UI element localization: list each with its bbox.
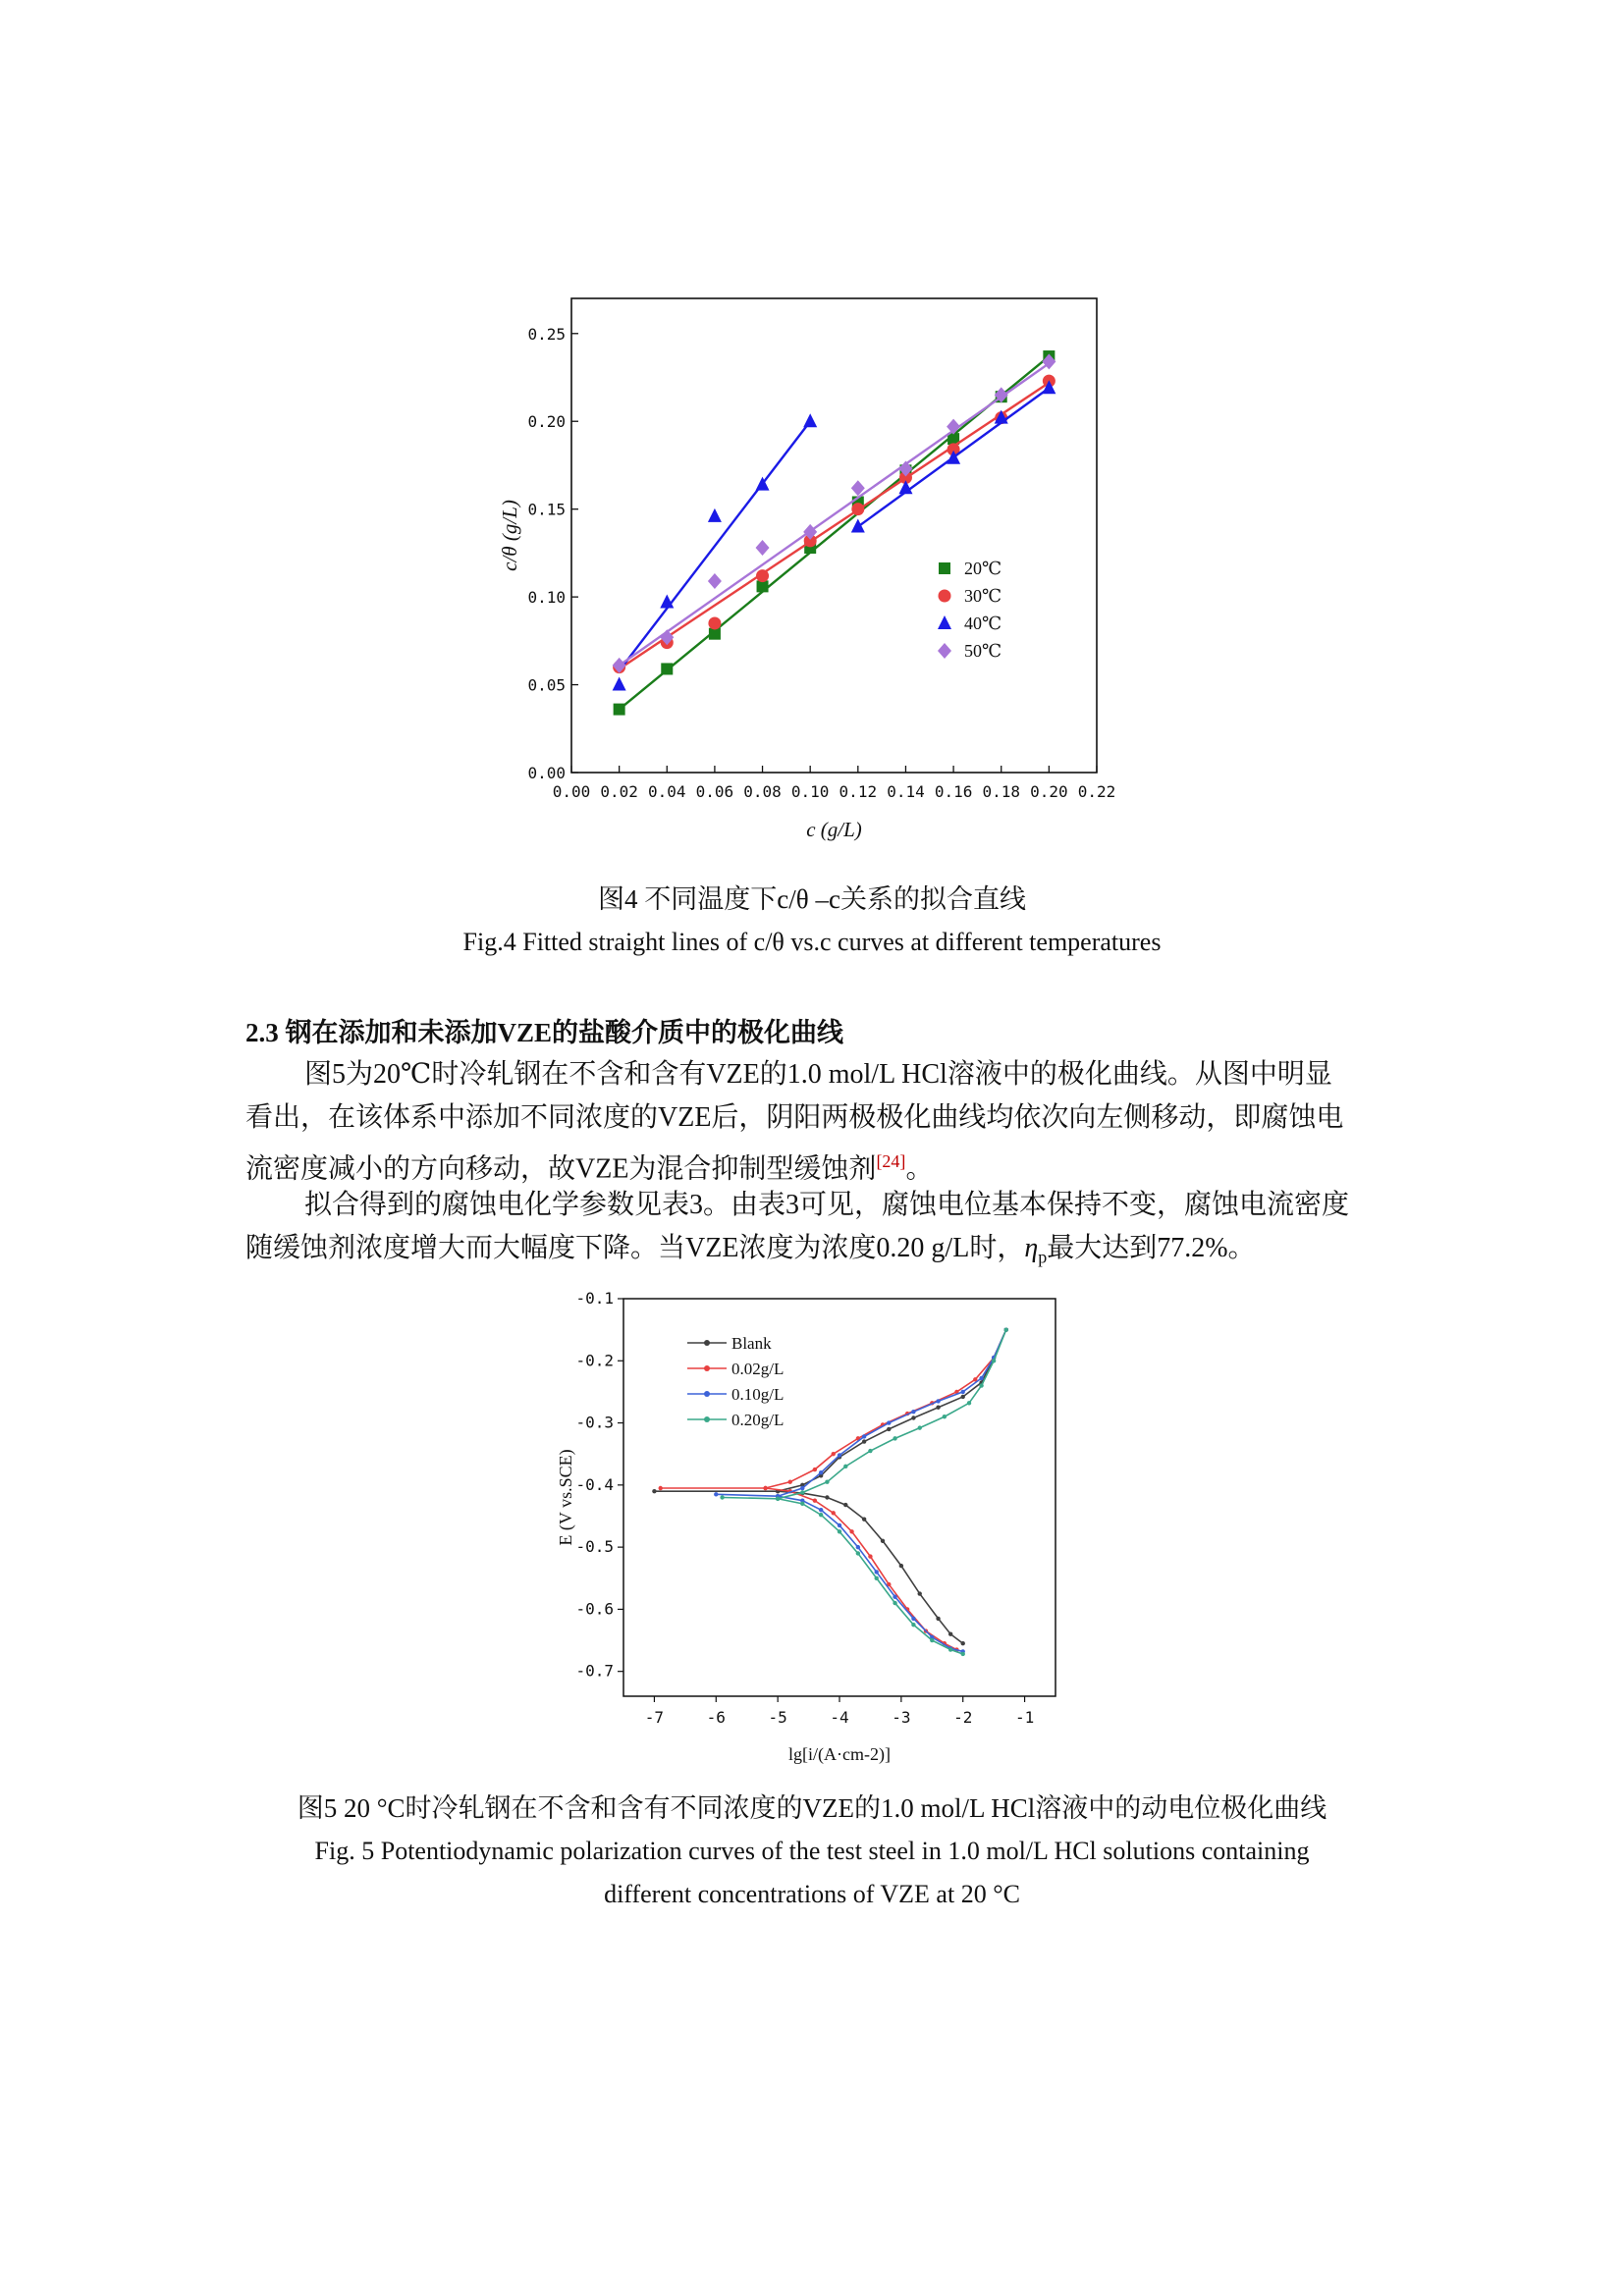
curve-point [930, 1638, 934, 1642]
curve-point [881, 1539, 885, 1543]
curve-point [875, 1570, 879, 1574]
curve-point [819, 1508, 823, 1512]
data-point [756, 540, 770, 556]
curve-point [911, 1410, 915, 1414]
paragraph-2-line-2: 随缓蚀剂浓度增大而大幅度下降。当VZE浓度为浓度0.20 g/L时，$\eta_p$最大达到77.2%。 [245, 1233, 1256, 1267]
x-tick-label: 0.06 [695, 782, 734, 801]
curve-point [832, 1452, 836, 1456]
x-tick-label: 0.10 [790, 782, 830, 801]
data-point [756, 569, 769, 582]
curve-point [800, 1502, 804, 1506]
curve-point [838, 1523, 841, 1527]
y-tick-label: -0.7 [575, 1661, 614, 1681]
legend-label: 50℃ [964, 641, 1002, 661]
curve-point [911, 1623, 915, 1627]
x-tick-label: -4 [830, 1708, 849, 1727]
curve-point [961, 1641, 965, 1645]
curve-point [800, 1490, 804, 1494]
x-axis-label: c (g/L) [806, 818, 862, 841]
paragraph-1-line-1: 图5为20℃时冷轧钢在不含和含有VZE的1.0 mol/L HCl溶液中的极化曲线。从图中明显 [304, 1059, 1332, 1090]
series-1 [659, 1327, 1008, 1651]
y-axis-label: c/θ (g/L) [498, 500, 521, 571]
legend-marker [704, 1416, 710, 1422]
paragraph-2 [245, 1184, 1389, 1279]
data-point [851, 519, 865, 533]
curve-point [943, 1415, 947, 1418]
curve-point [979, 1376, 983, 1380]
curve-point [849, 1529, 853, 1533]
x-tick-label: 0.12 [839, 782, 878, 801]
curve-point [961, 1395, 965, 1399]
legend-label: 0.10g/L [731, 1385, 785, 1404]
curve-point [967, 1401, 971, 1405]
x-tick-label: -6 [706, 1708, 726, 1727]
cathodic-branch [716, 1494, 962, 1651]
x-tick-label: -5 [768, 1708, 787, 1727]
y-tick-label: 0.10 [527, 588, 566, 608]
curve-point [893, 1436, 896, 1440]
curve-point [862, 1439, 866, 1443]
curve-point [856, 1551, 860, 1555]
curve-point [813, 1468, 817, 1471]
y-tick-label: -0.2 [575, 1351, 614, 1370]
y-tick-label: 0.05 [527, 675, 566, 695]
legend-marker [938, 615, 951, 629]
y-tick-label: -0.6 [575, 1599, 614, 1619]
curve-point [918, 1425, 922, 1429]
y-axis-label: E (V vs.SCE) [556, 1449, 575, 1546]
x-tick-label: 0.00 [552, 782, 591, 801]
legend-marker [938, 643, 951, 659]
curve-point [868, 1449, 872, 1453]
paragraph-2-line-1: 拟合得到的腐蚀电化学参数见表3。由表3可见，腐蚀电位基本保持不变，腐蚀电流密度 [304, 1190, 1350, 1220]
legend-marker [939, 562, 950, 574]
y-tick-label: -0.4 [575, 1474, 614, 1494]
figure-5-caption-en-line-2: different concentrations of VZE at 20 °C [604, 1880, 1020, 1908]
data-point [708, 616, 721, 629]
curve-point [911, 1415, 915, 1419]
curve-point [961, 1390, 965, 1394]
anodic-branch [778, 1330, 1006, 1492]
curve-point [948, 1632, 952, 1636]
curve-point [825, 1495, 829, 1499]
curve-point [1004, 1327, 1008, 1331]
curve-point [800, 1486, 804, 1490]
curve-point [819, 1470, 823, 1474]
figure-5-caption-en-line-1: Fig. 5 Potentiodynamic polarization curves of the test steel in 1.0 mol/L HCl solutions containing [314, 1837, 1310, 1865]
curve-point [714, 1492, 718, 1496]
curve-point [838, 1453, 841, 1457]
legend-label: 0.02g/L [731, 1360, 785, 1378]
curve-point [788, 1479, 792, 1483]
data-point [709, 628, 721, 640]
curve-point [763, 1486, 767, 1490]
y-tick-label: 0.15 [527, 500, 566, 519]
curve-point [825, 1479, 829, 1483]
curve-point [838, 1529, 841, 1533]
curve-point [936, 1406, 940, 1410]
curve-point [819, 1513, 823, 1517]
y-tick-label: -0.3 [575, 1413, 614, 1432]
curve-point [893, 1595, 896, 1599]
y-tick-label: -0.5 [575, 1537, 614, 1557]
anodic-branch [766, 1330, 1006, 1488]
curve-point [918, 1591, 922, 1595]
curve-point [875, 1576, 879, 1580]
x-tick-label: 0.22 [1077, 782, 1116, 801]
curve-point [948, 1647, 952, 1651]
figure-4-chart [481, 285, 1149, 864]
x-tick-label: 0.14 [887, 782, 925, 801]
x-tick-label: 0.02 [600, 782, 638, 801]
x-tick-label: -7 [644, 1708, 665, 1727]
figure-4-caption-en: Fig.4 Fitted straight lines of c/θ vs.c curves at different temperatures [462, 928, 1162, 956]
legend-marker [939, 590, 951, 603]
curve-point [961, 1652, 965, 1656]
data-point [803, 413, 817, 427]
curve-point [813, 1498, 817, 1502]
data-point [661, 663, 673, 674]
legend-marker [704, 1391, 710, 1397]
data-point [613, 677, 626, 691]
data-point [851, 503, 864, 515]
curve-point [936, 1617, 940, 1621]
data-point [708, 573, 722, 589]
x-tick-label: 0.08 [743, 782, 782, 801]
curve-point [720, 1495, 724, 1499]
data-point [614, 704, 625, 716]
section-heading: 2.3 钢在添加和未添加VZE的盐酸介质中的极化曲线 [245, 1018, 844, 1047]
curve-point [659, 1486, 663, 1490]
plot-frame [623, 1299, 1056, 1696]
legend-label: 30℃ [964, 586, 1002, 606]
series-0 [652, 1327, 1008, 1645]
y-tick-label: 0.00 [527, 764, 566, 782]
curve-point [862, 1434, 866, 1438]
curve-point [899, 1564, 903, 1568]
figure-4-caption-cn: 图4 不同温度下c/θ –c关系的拟合直线 [598, 884, 1026, 914]
curve-point [652, 1489, 656, 1493]
x-tick-label: -2 [953, 1708, 973, 1727]
paragraph-1 [245, 1053, 1389, 1191]
y-tick-label: 0.25 [527, 324, 566, 344]
x-tick-label: 0.20 [1030, 782, 1068, 801]
curve-point [832, 1511, 836, 1515]
paragraph-1-line-3: 流密度减小的方向移动，故VZE为混合抑制型缓蚀剂[24]。 [245, 1151, 934, 1185]
curve-point [887, 1420, 891, 1424]
y-tick-label: -0.1 [575, 1289, 614, 1308]
curve-point [992, 1359, 996, 1362]
citation-24[interactable]: [24] [876, 1151, 906, 1171]
curve-point [911, 1617, 915, 1621]
curve-point [862, 1517, 866, 1521]
curve-point [979, 1383, 983, 1387]
curve-point [887, 1427, 891, 1431]
anodic-branch [778, 1330, 1006, 1499]
curve-point [856, 1545, 860, 1549]
legend-marker [704, 1340, 710, 1346]
paragraph-1-line-2: 看出，在该体系中添加不同浓度的VZE后，阴阳两极极化曲线均依次向左侧移动，即腐蚀电 [245, 1102, 1344, 1133]
x-axis-label: lg[i/(A·cm-2)] [788, 1744, 891, 1764]
legend-label: 0.20g/L [731, 1411, 785, 1429]
curve-point [936, 1399, 940, 1403]
figure-5-chart [550, 1281, 1100, 1772]
data-point [708, 508, 722, 522]
legend-label: Blank [731, 1334, 772, 1353]
legend-marker [704, 1365, 710, 1371]
y-tick-label: 0.20 [527, 412, 566, 432]
x-tick-label: 0.18 [982, 782, 1020, 801]
figure-5-caption-cn: 图5 20 °C时冷轧钢在不含和含有不同浓度的VZE的1.0 mol/L HCl溶液中的动电位极化曲线 [297, 1793, 1327, 1823]
legend-label: 20℃ [964, 559, 1002, 578]
curve-point [893, 1601, 896, 1605]
curve-point [843, 1503, 847, 1507]
x-tick-label: 0.16 [934, 782, 973, 801]
curve-point [776, 1497, 780, 1501]
x-tick-label: -1 [1014, 1708, 1035, 1727]
plot-frame [571, 298, 1097, 773]
curve-point [843, 1465, 847, 1468]
x-tick-label: 0.04 [648, 782, 686, 801]
data-point [757, 580, 769, 592]
curve-point [868, 1554, 872, 1558]
legend-label: 40℃ [964, 614, 1002, 633]
x-tick-label: -3 [892, 1708, 911, 1727]
